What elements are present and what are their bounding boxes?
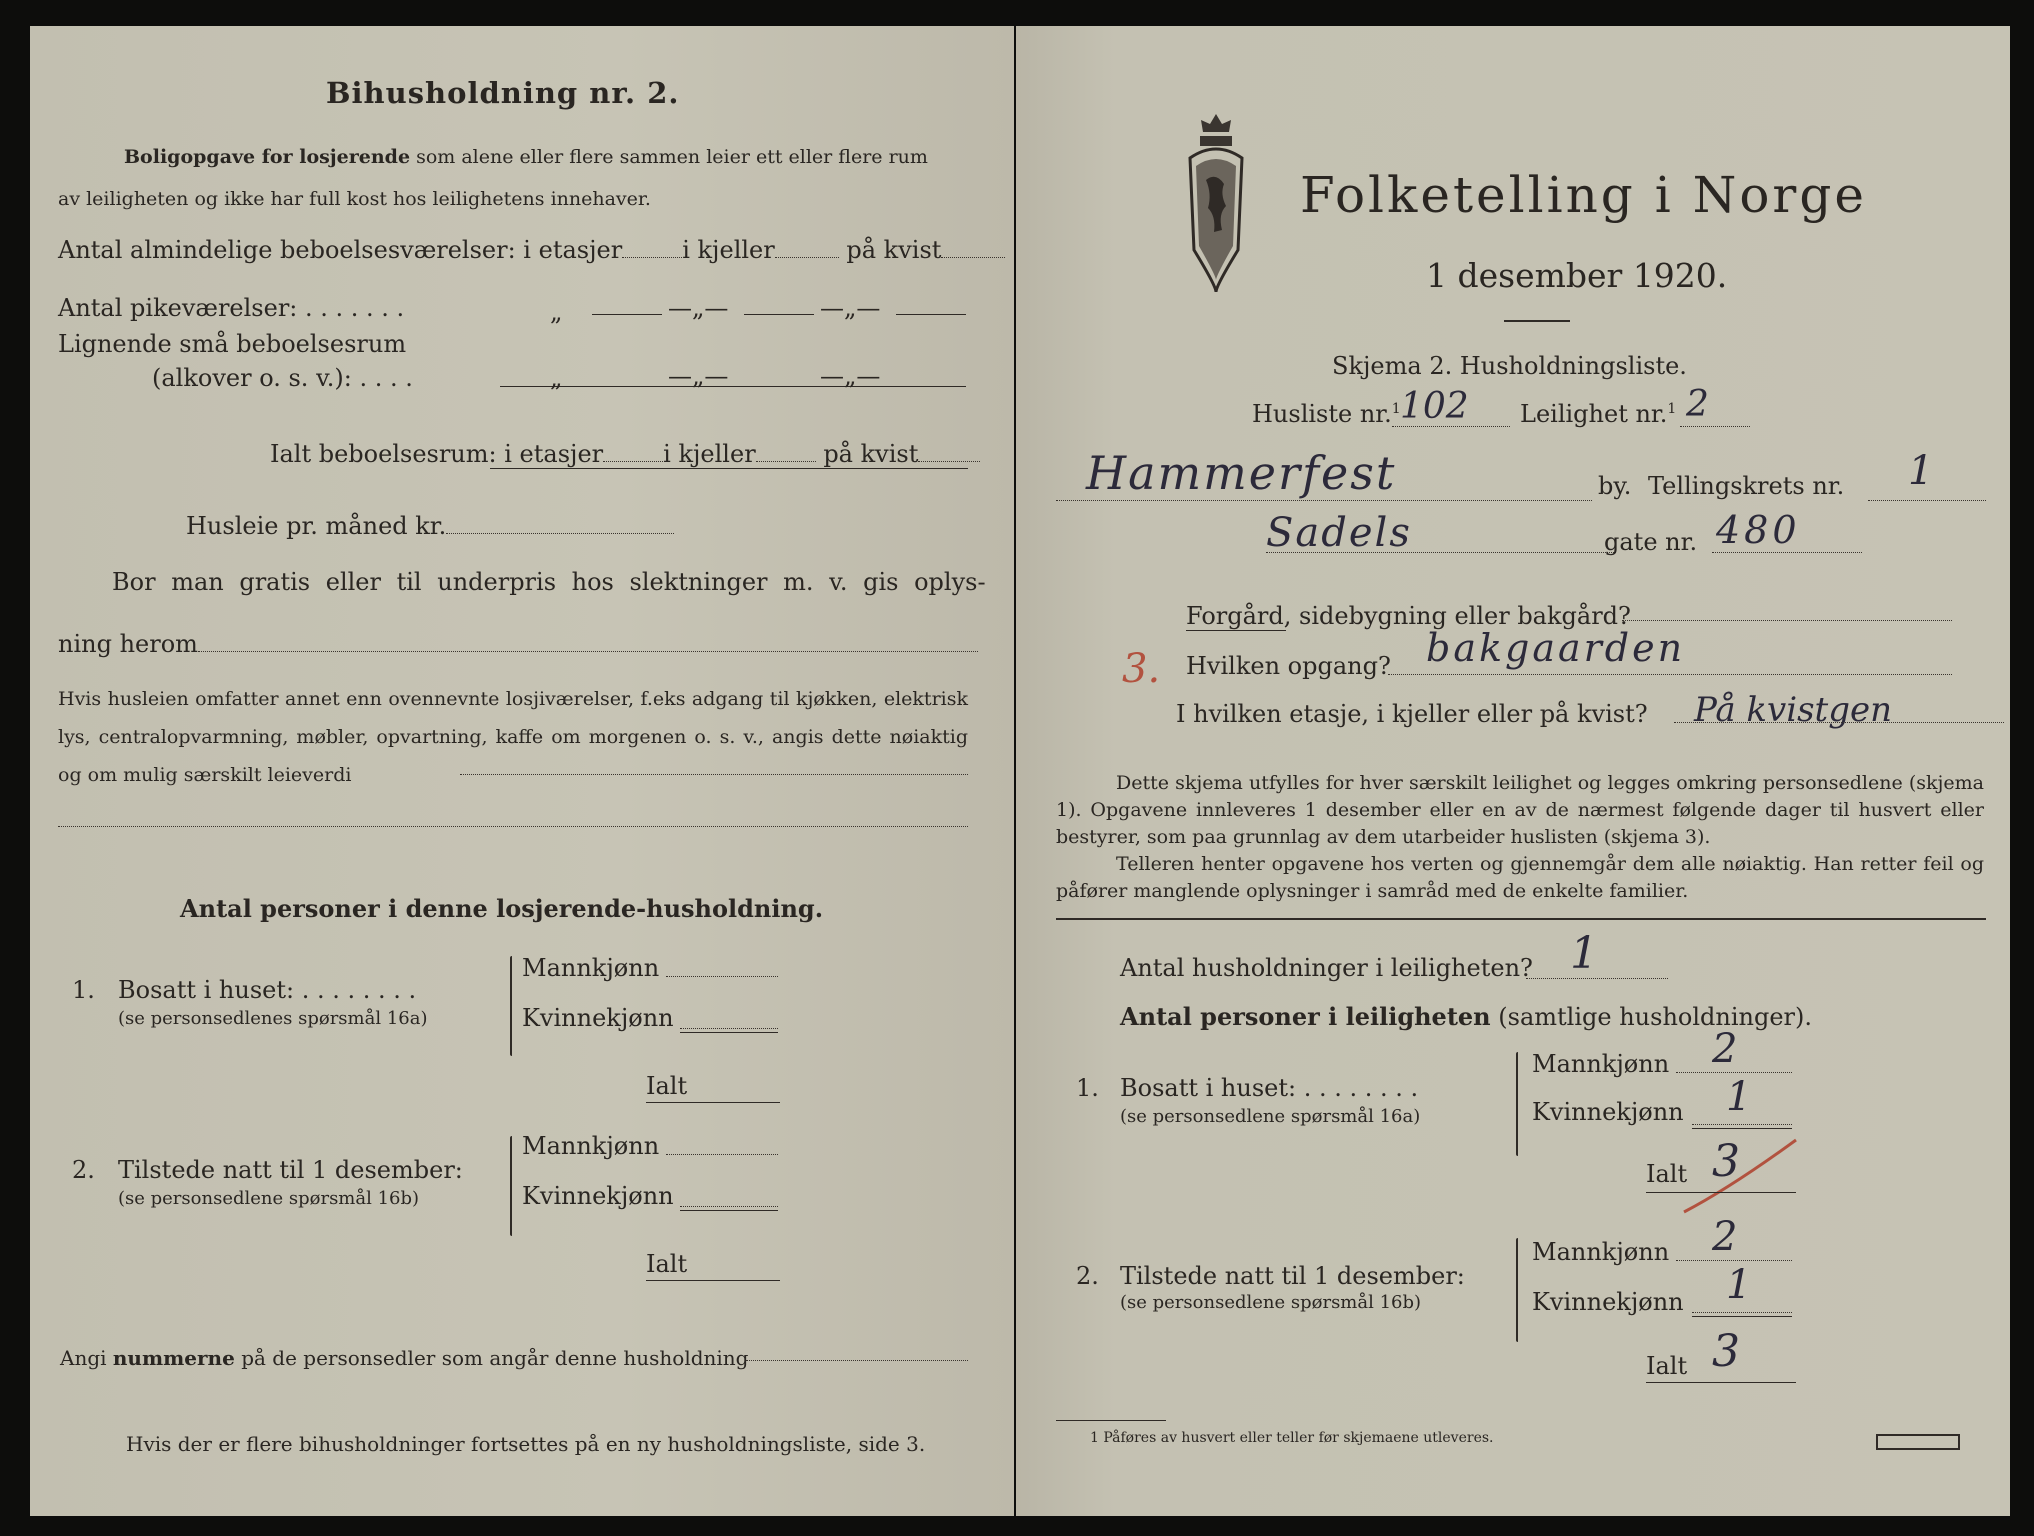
similar-rooms-label-2: (alkover o. s. v.): . . . .	[152, 364, 413, 392]
census-date: 1 desember 1920.	[1426, 256, 1728, 295]
rent-row	[186, 512, 674, 540]
q2-female-label: Kvinnekjønn	[522, 1182, 674, 1210]
total-rooms-row: Ialt beboelsesrum: i etasjer i kjeller på kvist	[270, 440, 980, 468]
q1-sub: (se personsedlenes spørsmål 16a)	[118, 1008, 428, 1029]
r-q1-female-value[interactable]: 1	[1726, 1074, 1752, 1120]
flat-label: Leilighet nr.$^1$	[1520, 400, 1677, 428]
q2-male-label: Mannkjønn	[522, 1132, 660, 1160]
street-value[interactable]: Sadels	[1266, 510, 1412, 556]
q2-num: 2.	[72, 1156, 95, 1184]
coat-of-arms-icon	[1176, 110, 1256, 296]
numbers-bold: nummerne	[112, 1346, 235, 1370]
floor-value[interactable]: På kvistgen	[1694, 690, 1893, 730]
left-intro-line2: av leiligheten og ikke har full kost hos leilighetens innehaver.	[58, 188, 651, 210]
r-q2-female-value[interactable]: 1	[1726, 1262, 1752, 1308]
rooms-label: Antal almindelige beboelsesværelser: i etasjer	[58, 236, 623, 264]
similar-rooms-label: Lignende små beboelsesrum	[58, 330, 407, 358]
left-intro	[124, 146, 928, 168]
r-q2-num: 2.	[1076, 1262, 1099, 1290]
flat-value[interactable]: 2	[1686, 384, 1709, 425]
rent-note: Hvis husleien omfatter annet enn ovennevnte losjiværelser, f.eks adgang til kjøkken, elektrisk lys, centralopvarmning, møbler, opvartning, kaffe om morgenen o. s. v., angis dette nøiaktig og om mulig særskilt leieverdi	[58, 688, 968, 786]
entrance-value[interactable]: bakgaarden	[1426, 626, 1686, 670]
city-value[interactable]: Hammerfest	[1086, 446, 1397, 500]
in-attic-label: på kvist	[846, 236, 942, 264]
intro-bold: Boligopgave for losjerende	[124, 146, 411, 168]
printer-stamp	[1876, 1434, 1960, 1450]
city-label: by.	[1598, 472, 1632, 500]
right-title: Folketelling i Norge	[1300, 166, 1867, 224]
free-line2: ning herom	[58, 630, 198, 658]
left-page: Bihusholdning nr. 2. Boligopgave for losjerende som alene eller flere sammen leier ett eller flere rum av leiligheten og ikke har full kost hos leilighetens innehaver. Antal almindelige beboelsesværelser: i etasjer i kjeller på kvist Antal pikeværelser: . . . . . . . „ —„— —„— Lignende små beboelsesrum (alkover o. s. v.): . . . . „ —„— —„— Ialt beboelsesrum: i etasjer i kjeller på kvist Husleie pr. måned kr. Bor man gratis eller til underpris hos slektninger m. v. gis oplys- ning herom Hvis husleien omfatter annet enn ovennevnte losjiværelser, f.eks adgang til kjøkken, elektrisk lys, centralopvarmning, møbler, opvartning, kaffe om morgenen o. s. v., angis dette nøiaktig og om mulig særskilt leieverdi Antal personer i denne losjerende-husholdning. 1. Bosatt i huset: . . . . . . . . (se personsedlenes spørsmål 16a) Mannkjønn Kvinnekjønn Ialt 2. Tilstede natt til 1 desember: (se personsedlene spørsmål 16b) Mannkjønn Kvinnekjønn Ialt Angi nummerne på de personsedler som angår denne husholdning Hvis der er flere bihusholdninger fortsettes på en ny husholdningsliste, side 3.	[30, 26, 1014, 1516]
q1-female-label: Kvinnekjønn	[522, 1004, 674, 1032]
r-q1-total-value[interactable]: 3	[1712, 1136, 1740, 1187]
r-q1-brace	[1516, 1052, 1518, 1156]
r-q1-num: 1.	[1076, 1074, 1099, 1102]
r-q2-sub: (se personsedlene spørsmål 16b)	[1120, 1292, 1422, 1313]
persons-rest: (samtlige husholdninger).	[1498, 1003, 1813, 1031]
district-value[interactable]: 1	[1908, 448, 1934, 494]
entrance-question: Hvilken opgang?	[1186, 652, 1391, 680]
r-q1-total-label: Ialt	[1646, 1160, 1688, 1188]
district-label: Tellingskrets nr.	[1648, 472, 1845, 500]
rent-label: Husleie pr. måned kr.	[186, 512, 447, 540]
r-q2-label: Tilstede natt til 1 desember:	[1120, 1262, 1465, 1290]
footnote: 1 Påføres av husvert eller teller før skjemaene utleveres.	[1090, 1430, 1494, 1446]
numbers-row: Angi nummerne på de personsedler som angår denne husholdning	[60, 1346, 749, 1370]
continue-note: Hvis der er flere bihusholdninger fortsettes på en ny husholdningsliste, side 3.	[126, 1432, 926, 1456]
schema-label: Skjema 2. Husholdningsliste.	[1332, 352, 1687, 380]
r-q1-sub: (se personsedlene spørsmål 16a)	[1120, 1106, 1421, 1127]
floor-question: I hvilken etasje, i kjeller eller på kvist?	[1176, 700, 1648, 728]
maid-rooms-label: Antal pikeværelser: . . . . . . .	[58, 294, 405, 322]
q2-brace	[510, 1136, 512, 1236]
q2-sub: (se personsedlene spørsmål 16b)	[118, 1188, 420, 1209]
r-q1-female-label: Kvinnekjønn	[1532, 1098, 1684, 1126]
r-q2-female-label: Kvinnekjønn	[1532, 1288, 1684, 1316]
right-page	[1016, 26, 2010, 1516]
total-rooms-label: Ialt beboelsesrum: i etasjer	[270, 440, 604, 468]
left-title: Bihusholdning nr. 2.	[326, 76, 680, 110]
r-q1-label: Bosatt i huset: . . . . . . . .	[1120, 1074, 1419, 1102]
free-row	[58, 630, 978, 658]
r-q2-male-value[interactable]: 2	[1712, 1214, 1738, 1260]
r-q1-male-value[interactable]: 2	[1712, 1026, 1738, 1072]
instructions: Dette skjema utfylles for hver særskilt leilighet og legges omkring personsedlene (skjema 1). Opgavene innleveres 1 desember eller en av de nærmest følgende dager til husvert eller bestyrer, som paa grunnlag av dem utarbeider huslisten (skjema 3).	[1056, 772, 1984, 848]
r-q2-male-label: Mannkjønn	[1532, 1238, 1670, 1266]
street-label: gate nr.	[1604, 528, 1698, 556]
q1-male-label: Mannkjønn	[522, 954, 660, 982]
huslist-label: Husliste nr.$^1$	[1252, 400, 1401, 428]
entrance-mark: 3.	[1122, 646, 1161, 692]
q1-brace	[510, 956, 512, 1056]
persons-bold: Antal personer i leiligheten	[1120, 1002, 1491, 1031]
q1-total-label: Ialt	[646, 1072, 688, 1100]
persons-row	[1120, 1002, 1812, 1031]
r-q2-total-label: Ialt	[1646, 1352, 1688, 1380]
intro-rest: som alene eller flere sammen leier ett eller flere rum	[416, 146, 928, 168]
q2-total-label: Ialt	[646, 1250, 688, 1278]
r-q1-male-label: Mannkjønn	[1532, 1050, 1670, 1078]
q1-num: 1.	[72, 976, 95, 1004]
persons-heading: Antal personer i denne losjerende-husholdning.	[180, 894, 824, 923]
households-value[interactable]: 1	[1570, 928, 1598, 979]
rooms-row	[58, 236, 1005, 264]
households-question: Antal husholdninger i leiligheten?	[1120, 954, 1533, 982]
yard-question: Forgård, sidebygning eller bakgård?	[1186, 602, 1631, 630]
q2-label: Tilstede natt til 1 desember:	[118, 1156, 463, 1184]
in-cellar-label: i kjeller	[682, 236, 775, 264]
instructions-2: Telleren henter opgavene hos verten og gjennemgår dem alle nøiaktig. Han retter feil og påfører manglende oplysninger i samråd med de enkelte familier.	[1056, 853, 1984, 902]
street-number[interactable]: 480	[1716, 508, 1801, 552]
ditto-mark: „	[550, 298, 563, 326]
q1-label: Bosatt i huset: . . . . . . . .	[118, 976, 417, 1004]
r-q2-brace	[1516, 1238, 1518, 1342]
r-q2-total-value[interactable]: 3	[1712, 1326, 1740, 1377]
free-line1: Bor man gratis eller til underpris hos slektninger m. v. gis oplys-	[112, 568, 986, 596]
huslist-value[interactable]: 102	[1400, 386, 1469, 427]
red-strike-mark	[1680, 1136, 1800, 1216]
